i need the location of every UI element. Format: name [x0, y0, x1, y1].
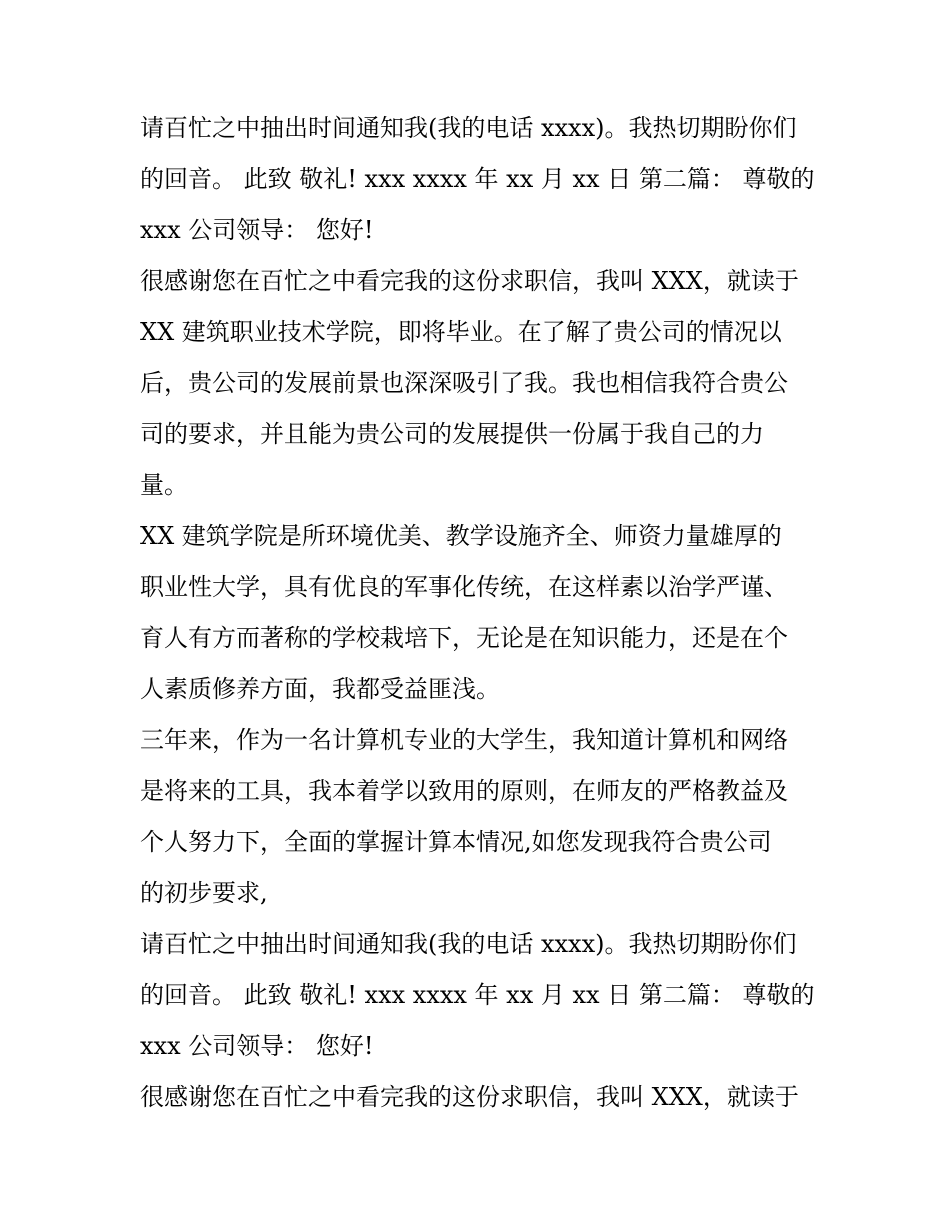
- text-line: 很感谢您在百忙之中看完我的这份求职信，我叫 XXX，就读于: [140, 267, 799, 295]
- text-line: 司的要求，并且能为贵公司的发展提供一份属于我自己的力: [140, 420, 764, 448]
- text-line: xxx 公司领导： 您好!: [140, 216, 374, 244]
- text-line: 的初步要求,: [140, 879, 268, 907]
- text-line: 的回音。 此致 敬礼! xxx xxxx 年 xx 月 xx 日 第二篇： 尊敬的: [140, 165, 815, 193]
- text-line: 后，贵公司的发展前景也深深吸引了我。我也相信我符合贵公: [140, 369, 788, 397]
- text-line: XX 建筑职业技术学院，即将毕业。在了解了贵公司的情况以: [140, 318, 782, 346]
- text-line: 人素质修养方面，我都受益匪浅。: [140, 675, 500, 703]
- text-line: 请百忙之中抽出时间通知我(我的电话 xxxx)。我热切期盼你们: [140, 114, 797, 142]
- text-line: XX 建筑学院是所环境优美、教学设施齐全、师资力量雄厚的: [140, 522, 782, 550]
- text-line: 三年来，作为一名计算机专业的大学生，我知道计算机和网络: [140, 726, 788, 754]
- text-line: 量。: [140, 471, 188, 499]
- text-line: 个人努力下，全面的掌握计算本情况,如您发现我符合贵公司: [140, 828, 772, 856]
- text-line: 职业性大学，具有优良的军事化传统，在这样素以治学严谨、: [140, 573, 788, 601]
- text-line: 是将来的工具，我本着学以致用的原则，在师友的严格教益及: [140, 777, 788, 805]
- text-line: 育人有方而著称的学校栽培下，无论是在知识能力，还是在个: [140, 624, 788, 652]
- text-line: xxx 公司领导： 您好!: [140, 1032, 374, 1060]
- text-line: 请百忙之中抽出时间通知我(我的电话 xxxx)。我热切期盼你们: [140, 930, 797, 958]
- text-line: 的回音。 此致 敬礼! xxx xxxx 年 xx 月 xx 日 第二篇： 尊敬的: [140, 981, 815, 1009]
- text-line: 很感谢您在百忙之中看完我的这份求职信，我叫 XXX，就读于: [140, 1083, 799, 1111]
